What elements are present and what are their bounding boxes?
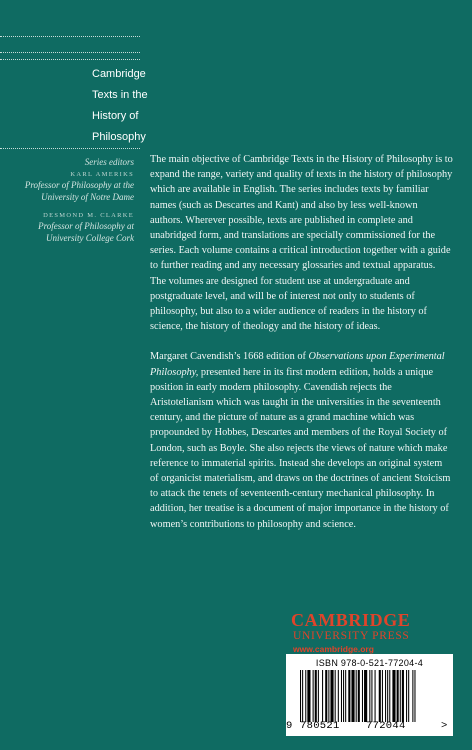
- publisher-subname: UNIVERSITY PRESS: [293, 630, 410, 642]
- barcode-bar: [392, 670, 395, 722]
- dotted-rule-1: [0, 36, 140, 37]
- barcode-digits: [286, 720, 453, 734]
- barcode-bar: [322, 670, 323, 722]
- barcode-bar: [382, 670, 383, 722]
- barcode-bar: [379, 670, 381, 722]
- editor-role: Professor of Philosophy at: [38, 221, 134, 231]
- publisher-logo: [291, 610, 451, 655]
- blurb-text: presented here in its first modern edition, holds a unique position in early modern philosophy. Cavendish rejects the Aristotelianism which was taught in the universities in the seventeenth century, and the picture of nature as a grand machine which was propounded by Hobbes, Descartes and members of the Royal Society of London, such as Boyle. She also rejects the views of nature which make reference to immaterial spirits. Instead she develops an original system of organicist materialism, and draws on the doctrines of ancient Stoicism to attack the tenets of seventeenth-century mechanical philosophy. In addition, her treatise is a document of major importance in the history of women’s contributions to philosophy and science.: [150, 366, 451, 530]
- editor-role: Professor of Philosophy at the: [24, 180, 134, 190]
- dotted-rule-3: [0, 59, 140, 60]
- barcode-bar: [358, 670, 360, 722]
- barcode-bar: [328, 670, 329, 722]
- editor-name: KARL AMERIKS: [70, 171, 134, 178]
- barcode-bar: [341, 670, 342, 722]
- publisher-name: CAMBRIDGE: [291, 610, 411, 630]
- barcode-bar: [387, 670, 388, 722]
- barcode-bar: [302, 670, 303, 722]
- barcode-bar: [351, 670, 354, 722]
- barcode-bar: [406, 670, 407, 722]
- series-title-line: History of: [92, 110, 139, 122]
- book-title: Observations upon Experimental Philosophy,: [150, 351, 445, 378]
- barcode-bar: [408, 670, 409, 722]
- barcode-digits-left: 780521: [300, 720, 340, 732]
- barcode-bar: [369, 670, 370, 722]
- series-editors-label: Series editors: [84, 157, 134, 167]
- blurb-paragraph-book: [150, 349, 453, 531]
- isbn-label: ISBN 978-0-521-77204-4: [315, 658, 424, 668]
- barcode-bar: [414, 670, 415, 722]
- barcode-bar: [307, 670, 310, 722]
- barcode-end-mark: >: [441, 720, 448, 732]
- editor-role: University of Notre Dame: [41, 191, 134, 202]
- series-title-line: Texts in the: [92, 89, 148, 101]
- blurb-paragraph-series: The main objective of Cambridge Texts in the History of Philosophy is to expand the range, variety and quality of texts in the history of philosophy which are available in English. The series includes texts by familiar names (such as Descartes and Kant) and also by less well-known authors. Wherever possible, texts are published in complete and unabridged form, and translations are specially commissioned for the series. Each volume contains a critical introduction together with a guide to further reading and any necessary glossaries and textual apparatus. The volumes are designed for student use at undergraduate and postgraduate level, and will be of interest not only to students of philosophy, but also to a wider audience of readers in the history of science, the history of theology and the history of ideas.: [150, 154, 453, 333]
- series-title: [0, 64, 148, 148]
- barcode-box: [286, 654, 453, 736]
- barcode-bar: [315, 670, 317, 722]
- series-title-line: Cambridge: [92, 68, 146, 80]
- barcode-bar: [330, 670, 333, 722]
- barcode-bar: [305, 670, 306, 722]
- barcode-bar: [362, 670, 363, 722]
- barcode-digit-first: 9: [286, 720, 293, 732]
- barcode-bar: [364, 670, 367, 722]
- barcode-bar: [318, 670, 319, 722]
- blurb: [150, 152, 453, 532]
- barcode-bar: [400, 670, 401, 722]
- barcode-bar: [375, 670, 376, 722]
- barcode-bar: [338, 670, 339, 722]
- series-title-line: Philosophy: [92, 131, 146, 143]
- barcode-bar: [348, 670, 350, 722]
- barcode-bars: [294, 670, 444, 722]
- barcode-bar: [313, 670, 314, 722]
- barcode-bar: [402, 670, 404, 722]
- barcode-bar: [356, 670, 357, 722]
- publisher-url: www.cambridge.org: [293, 644, 374, 654]
- barcode-bar: [325, 670, 327, 722]
- barcode-bar: [397, 670, 399, 722]
- dotted-rule-4: [0, 148, 140, 149]
- barcode-bar: [343, 670, 344, 722]
- series-editors: [0, 156, 140, 244]
- editor-role: University College Cork: [46, 232, 134, 243]
- dotted-rule-2: [0, 52, 140, 53]
- barcode-bar: [345, 670, 346, 722]
- barcode-bar: [412, 670, 413, 722]
- barcode-bar: [389, 670, 390, 722]
- barcode-bar: [371, 670, 372, 722]
- editor-name: DESMOND M. CLARKE: [43, 212, 134, 219]
- barcode-bar: [385, 670, 386, 722]
- barcode-bar: [335, 670, 336, 722]
- blurb-text: Margaret Cavendish’s 1668 edition of: [150, 351, 309, 363]
- barcode-bar: [300, 670, 301, 722]
- barcode-digits-right: 772044: [366, 720, 406, 732]
